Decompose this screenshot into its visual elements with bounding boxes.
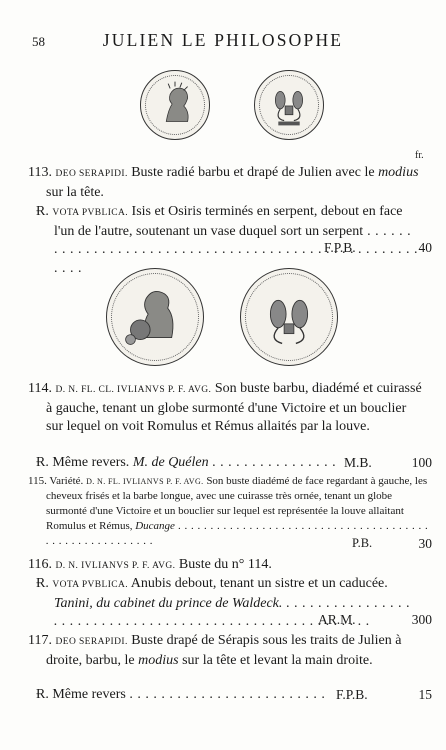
two-figures-icon <box>241 269 337 365</box>
serpent-figures-icon <box>255 71 323 139</box>
obverse-legend: D. N. IVLIANVS P. F. AVG. <box>55 561 176 571</box>
coin-114-reverse <box>240 268 338 366</box>
entry-115-metal: P.B. <box>352 536 373 550</box>
page-title: JULIEN LE PHILOSOPHE <box>102 30 344 50</box>
bust-radiate-icon <box>141 71 209 139</box>
obverse-description: Buste radié barbu et drapé de Julien avec le <box>131 165 375 180</box>
source-reference: Tanini, du cabinet du prince de Waldeck. . . . <box>54 596 410 630</box>
reverse-legend: VOTA PVBLICA. <box>52 580 129 590</box>
entry-115 <box>28 474 434 549</box>
obverse-description: Buste drapé de Sérapis sous les traits de Julien à droite, barbu, le <box>46 633 402 668</box>
variety-label: Variété. <box>49 475 84 487</box>
entry-113 <box>28 164 426 202</box>
reverse-mark: Ɍ. <box>36 687 49 702</box>
obverse-description: Son buste barbu, diadémé et cuirassé à gauche, tenant un globe surmonté d'une Victoire et un bouclier sur lequel on voit Romulus et Rémus allaités par la louve. <box>46 381 422 434</box>
entry-117 <box>28 632 426 670</box>
modius-term: modius <box>378 165 419 180</box>
reverse-mark: Ɍ. <box>36 204 49 219</box>
entry-113-price: 40 <box>418 240 432 255</box>
currency-unit: fr. <box>415 150 424 161</box>
coin-114-obverse <box>106 268 204 366</box>
obverse-legend: D. N. FL. CL. IVLIANVS P. F. AVG. <box>55 385 212 395</box>
source-reference: M. de Quélen <box>132 455 209 470</box>
entry-number: 115. <box>28 475 47 487</box>
entry-117-metal: F.P.B. <box>336 687 368 702</box>
obverse-legend: DEO SERAPIDI. <box>55 637 128 647</box>
entry-116-metal: AR.M. <box>318 612 356 627</box>
entry-114-metal: M.B. <box>344 455 372 470</box>
bust-with-shield-icon <box>107 269 203 365</box>
reverse-legend: VOTA PVBLICA. <box>52 208 129 218</box>
entry-114-price: 100 <box>411 455 432 470</box>
reverse-description: Même revers <box>52 687 126 702</box>
obverse-description: Buste du n° 114. <box>178 557 272 572</box>
modius-term: modius <box>138 652 179 668</box>
entry-113-reverse <box>36 203 418 278</box>
entry-number: 117. <box>28 633 52 648</box>
entry-114-reverse <box>36 454 336 473</box>
obverse-legend: D. N. FL. IVLIANVS P. F. AVG. <box>86 477 204 486</box>
obverse-legend: DEO SERAPIDI. <box>55 169 128 179</box>
reverse-description: Anubis debout, tenant un sistre et un caducée. <box>130 576 388 591</box>
entry-113-metal: F.P.B. <box>324 240 356 255</box>
source-reference: Ducange . . . <box>46 520 428 547</box>
entry-116 <box>28 556 426 576</box>
entry-114 <box>28 380 426 437</box>
entry-number: 113. <box>28 165 52 180</box>
page-number: 58 <box>32 34 45 49</box>
entry-115-price: 30 <box>418 536 432 551</box>
reverse-mark: Ɍ. <box>36 576 49 591</box>
entry-117-price: 15 <box>418 687 432 702</box>
entry-116-reverse <box>36 575 418 632</box>
entry-116-price: 300 <box>411 612 432 627</box>
entry-number: 116. <box>28 557 52 572</box>
coin-113-obverse <box>140 70 210 140</box>
reverse-description: Isis et Osiris terminés en serpent, debout en face l'un de l'autre, soutenant un vase duquel sort un serpent . . . <box>54 204 418 276</box>
entry-117-reverse <box>36 686 326 705</box>
obverse-description: Son buste diadémé de face regardant à gauche, les cheveux frisés et la barbe longue, avec une cuirasse très ornée, tenant un globe surmonté d'une Victoire et un bouclier sur lequel est représentée la louve allaitant Romulus et Rémus, <box>46 475 428 532</box>
entry-number: 114. <box>28 381 52 396</box>
obverse-description-end: sur la tête. <box>46 184 104 200</box>
obverse-description-end: sur la tête et levant la main droite. <box>182 652 373 668</box>
reverse-description: Même revers. <box>52 455 130 470</box>
coin-113-reverse <box>254 70 324 140</box>
reverse-mark: Ɍ. <box>36 455 49 470</box>
